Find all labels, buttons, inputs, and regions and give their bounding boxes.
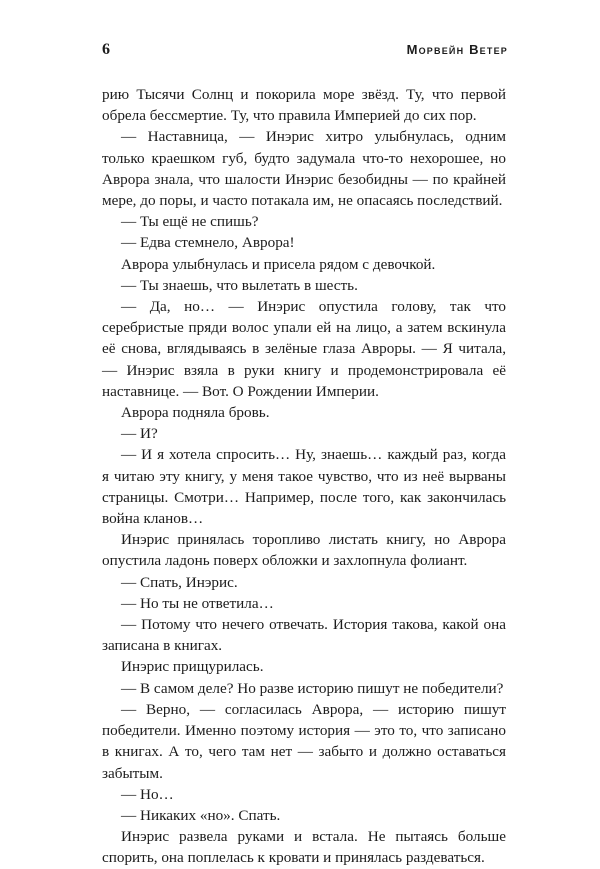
paragraph: — Едва стемнело, Аврора!	[121, 234, 295, 252]
paragraph: Инэрис прищурилась.	[121, 658, 264, 676]
paragraph: — В самом деле? Но разве историю пишут не победители?	[121, 679, 504, 697]
paragraph: Инэрис принялась торопливо листать книгу, но Аврора опустила ладонь поверх обложки и захлопнула фолиант.	[102, 531, 506, 570]
paragraph: — И я хотела спросить… Ну, знаешь… каждый раз, когда я читаю эту книгу, у меня такое чувство, что из неё вырваны страницы. Смотри… Например, после того, как закончилась война кланов…	[102, 446, 506, 528]
paragraph: — Но…	[121, 785, 174, 803]
paragraph: — Наставница, — Инэрис хитро улыбнулась, одним только краешком губ, будто задумала что-то нехорошее, но Аврора знала, что шалости Инэрис безобидны — по крайней мере, до поры, и часто потакала им, не опасаясь последствий.	[102, 128, 506, 210]
paragraph: — Ты знаешь, что вылетать в шесть.	[121, 276, 358, 294]
paragraph: рию Тысячи Солнц и покорила море звёзд. Ту, что первой обрела бессмертие. Ту, что правила Империей до сих пор.	[102, 86, 506, 125]
page-number: 6	[102, 41, 110, 58]
paragraph: — Верно, — согласилась Аврора, — историю пишут победители. Именно поэтому история — это то, что записано в книгах. А то, чего там нет — забыто и должно оставаться забытым.	[102, 700, 506, 782]
paragraph: Аврора улыбнулась и присела рядом с девочкой.	[121, 255, 436, 273]
paragraph: — Никаких «но». Спать.	[121, 806, 281, 824]
paragraph: Аврора подняла бровь.	[121, 404, 270, 422]
paragraph: — И?	[121, 425, 158, 443]
paragraph: — Да, но… — Инэрис опустила голову, так что серебристые пряди волос упали ей на лицо, а затем вскинула её снова, вглядываясь в зелёные глаза Авроры. — Я читала, — Инэрис взяла в руки книгу и продемонстрировала её наставнице. — Вот. О Рождении Империи.	[102, 298, 506, 400]
body-text	[102, 84, 506, 869]
paragraph: — Ты ещё не спишь?	[121, 213, 259, 231]
paragraph: Инэрис развела руками и встала. Не пытаясь больше спорить, она поплелась к кровати и принялась раздеваться.	[102, 828, 506, 867]
running-header	[102, 41, 508, 65]
running-title: Морвейн Ветер	[406, 42, 508, 57]
paragraph: — Но ты не ответила…	[121, 594, 274, 612]
paragraph: — Потому что нечего отвечать. История такова, какой она записана в книгах.	[102, 616, 506, 655]
paragraph: — Спать, Инэрис.	[121, 573, 238, 591]
